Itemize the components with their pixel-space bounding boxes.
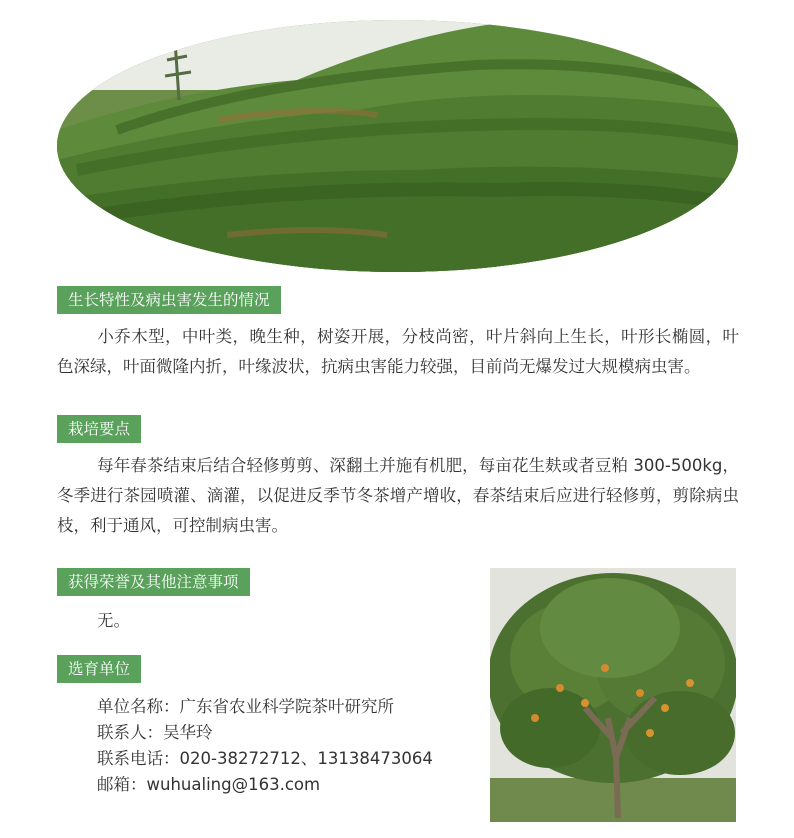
- breeder-unit: 单位名称：广东省农业科学院茶叶研究所: [97, 697, 394, 716]
- growth-paragraph: [57, 322, 739, 382]
- breeder-contact: 联系人：吴华玲: [97, 723, 213, 742]
- tea-plantation-image: [57, 20, 738, 272]
- honors-text: 无。: [97, 611, 130, 630]
- honors-paragraph: [57, 606, 457, 636]
- growth-text: 小乔木型，中叶类，晚生种，树姿开展，分枝尚密，叶片斜向上生长，叶形长椭圆，叶色深绿，叶面微隆内折，叶缘波状，抗病虫害能力较强，目前尚无爆发过大规模病虫害。: [57, 327, 739, 376]
- breeder-email[interactable]: 邮箱：wuhualing@163.com: [97, 775, 321, 794]
- tea-tree-image: [490, 568, 736, 822]
- cultivation-paragraph: [57, 451, 739, 541]
- section-title-cultivation: 栽培要点: [57, 415, 141, 443]
- cultivation-text: 每年春茶结束后结合轻修剪剪、深翻土并施有机肥，每亩花生麸或者豆粕 300-500kg，冬季进行茶园喷灌、滴灌，以促进反季节冬茶增产增收，春茶结束后应进行轻修剪，剪除病虫枝，利于通风，可控制病虫害。: [57, 456, 739, 535]
- section-title-growth: 生长特性及病虫害发生的情况: [57, 286, 281, 314]
- breeder-phone: 联系电话：020-38272712、13138473064: [97, 749, 433, 768]
- section-title-breeder: 选育单位: [57, 655, 141, 683]
- section-title-honors: 获得荣誉及其他注意事项: [57, 568, 250, 596]
